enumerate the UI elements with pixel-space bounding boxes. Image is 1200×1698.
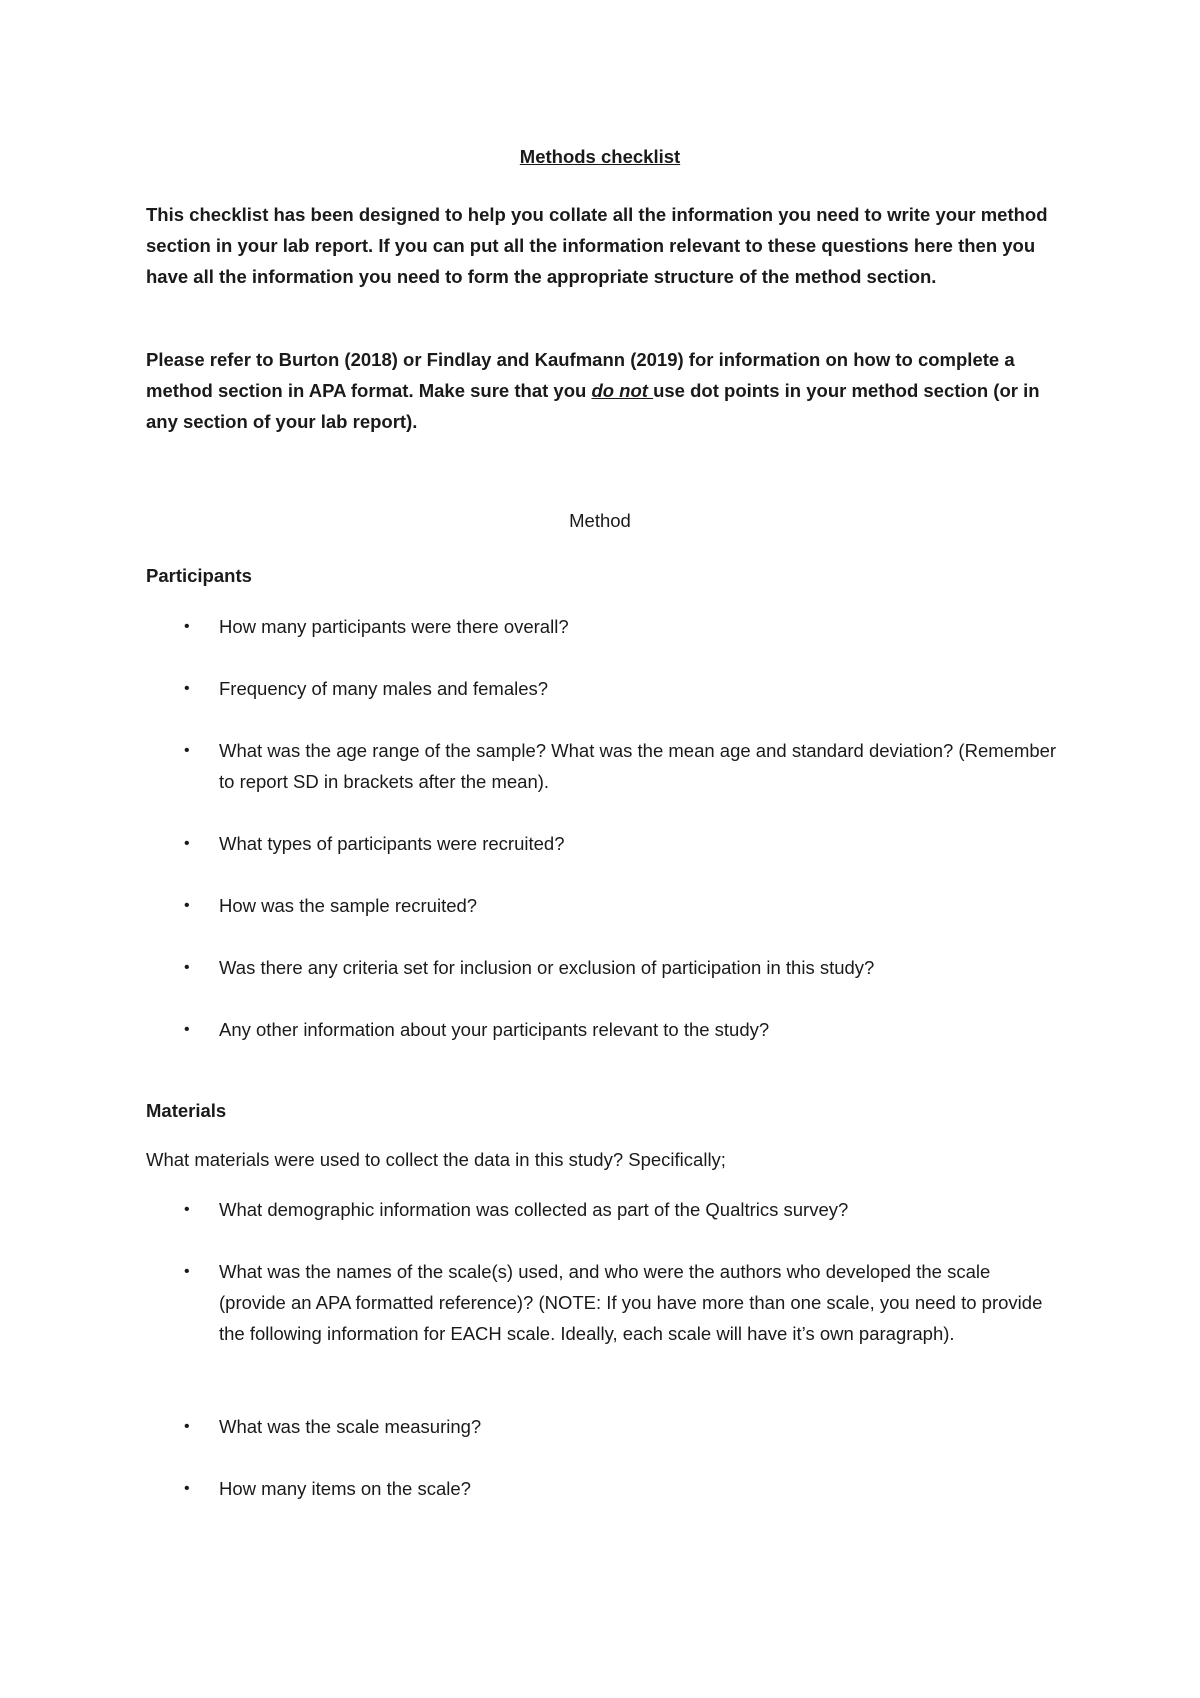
- bullet-icon: •: [184, 1480, 190, 1497]
- materials-heading: Materials: [146, 1100, 227, 1121]
- list-item-text: Frequency of many males and females?: [219, 678, 549, 699]
- list-item-text: How many participants were there overall?: [219, 616, 569, 637]
- list-item-text: What types of participants were recruited?: [219, 833, 565, 854]
- reference-text-before: Please refer to Burton (2018) or Findlay and Kaufmann (2019) for information on how to complete a method section in APA format. Make sure that you: [146, 349, 1015, 401]
- emphasis-do-not: do not: [591, 380, 654, 401]
- list-item-text: Any other information about your participants relevant to the study?: [219, 1019, 770, 1040]
- participants-heading: Participants: [146, 565, 252, 586]
- bullet-icon: •: [184, 835, 190, 852]
- bullet-icon: •: [184, 959, 190, 976]
- bullet-icon: •: [184, 1201, 190, 1218]
- page-title: Methods checklist: [519, 146, 681, 167]
- bullet-icon: •: [184, 1021, 190, 1038]
- list-item-text: What was the names of the scale(s) used, and who were the authors who developed the scale (provide an APA formatted reference)? (NOTE: If you have more than one scale, you need to provide the following information for EACH scale. Ideally, each scale will have it’s own paragraph).: [219, 1261, 1043, 1344]
- list-item-text: What was the age range of the sample? What was the mean age and standard deviation? (Remember to report SD in brackets after the mean).: [219, 740, 1057, 792]
- bullet-icon: •: [184, 1418, 190, 1435]
- intro-paragraph: This checklist has been designed to help you collate all the information you need to write your method section in your lab report. If you can put all the information relevant to these questions here then you have all the information you need to form the appropriate structure of the method section.: [146, 204, 1048, 287]
- bullet-icon: •: [184, 680, 190, 697]
- list-item-text: How was the sample recruited?: [219, 895, 478, 916]
- method-heading: Method: [569, 510, 631, 531]
- bullet-icon: •: [184, 897, 190, 914]
- materials-intro: What materials were used to collect the data in this study? Specifically;: [146, 1149, 726, 1170]
- list-item-text: What was the scale measuring?: [219, 1416, 482, 1437]
- bullet-icon: •: [184, 1263, 190, 1280]
- reference-paragraph: [146, 344, 1066, 437]
- list-item-text: How many items on the scale?: [219, 1478, 471, 1499]
- list-item-text: Was there any criteria set for inclusion or exclusion of participation in this study?: [219, 957, 875, 978]
- reference-text-after: use dot points in your method section (or in any section of your lab report).: [146, 380, 1040, 432]
- bullet-icon: •: [184, 742, 190, 759]
- bullet-icon: •: [184, 618, 190, 635]
- list-item-text: What demographic information was collected as part of the Qualtrics survey?: [219, 1199, 849, 1220]
